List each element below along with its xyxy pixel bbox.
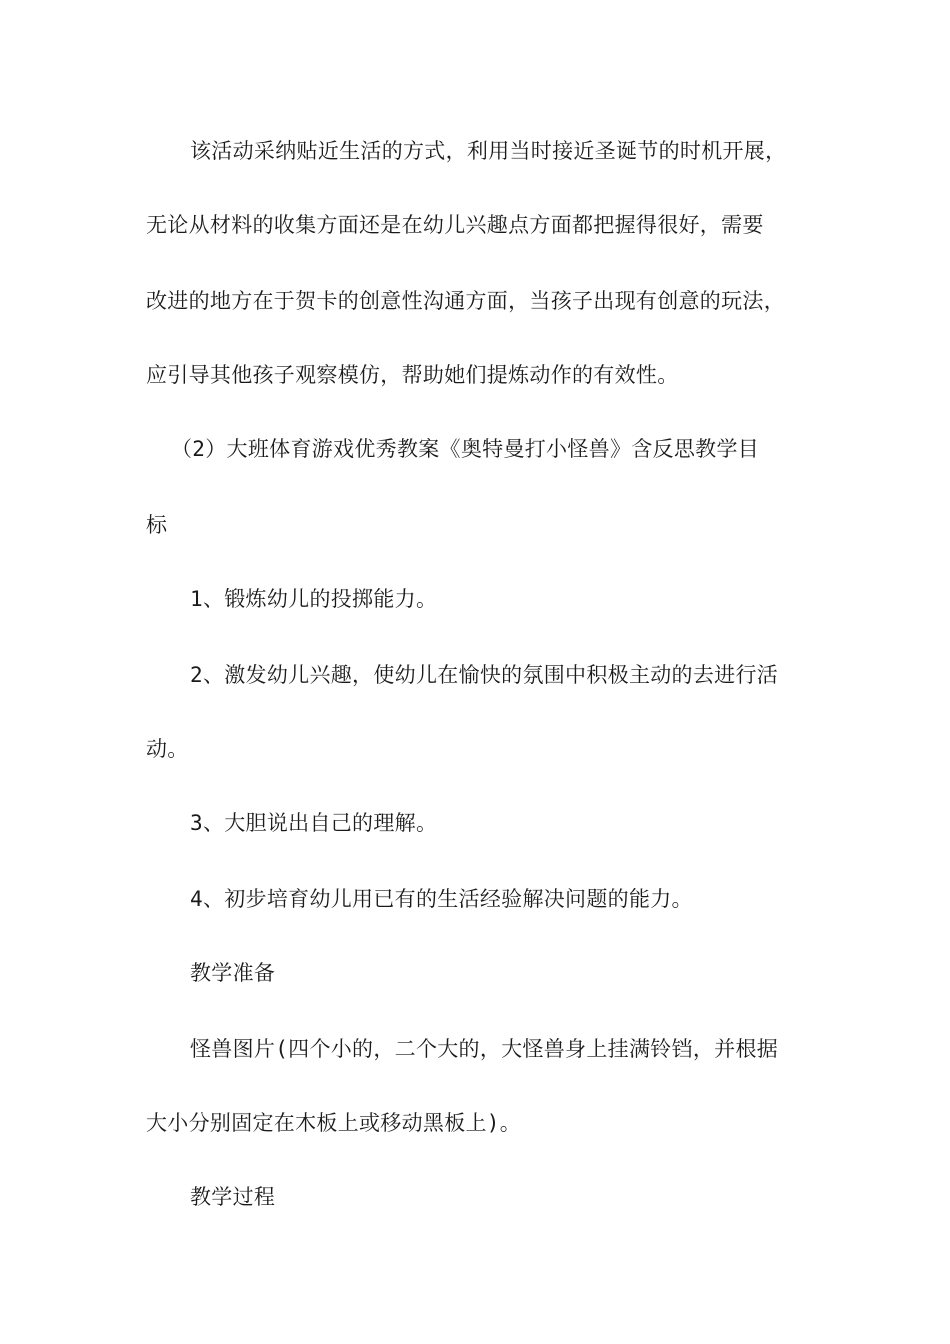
goal-item-1: 1、锻炼幼儿的投掷能力。 xyxy=(190,587,438,611)
prep-text-1: 怪兽图片(四个小的，二个大的，大怪兽身上挂满铃铛，并根据 xyxy=(190,1037,779,1061)
heading-teaching-process: 教学过程 xyxy=(190,1185,276,1209)
goal-item-2-cont: 动。 xyxy=(146,737,189,761)
section-heading-2: （2）大班体育游戏优秀教案《奥特曼打小怪兽》含反思教学目 xyxy=(171,437,760,461)
goal-item-2: 2、激发幼儿兴趣，使幼儿在愉快的氛围中积极主动的去进行活 xyxy=(190,663,779,687)
goal-item-3: 3、大胆说出自己的理解。 xyxy=(190,811,438,835)
text-line-4: 应引导其他孩子观察模仿，帮助她们提炼动作的有效性。 xyxy=(146,363,679,387)
heading-teaching-prep: 教学准备 xyxy=(190,961,276,985)
goal-item-4: 4、初步培育幼儿用已有的生活经验解决问题的能力。 xyxy=(190,887,693,911)
text-line-1: 该活动采纳贴近生活的方式，利用当时接近圣诞节的时机开展， xyxy=(190,139,787,163)
text-line-3: 改进的地方在于贺卡的创意性沟通方面，当孩子出现有创意的玩法， xyxy=(146,289,785,313)
text-line-2: 无论从材料的收集方面还是在幼儿兴趣点方面都把握得很好，需要 xyxy=(146,213,764,237)
prep-text-2: 大小分别固定在木板上或移动黑板上)。 xyxy=(146,1111,522,1135)
text-line-6: 标 xyxy=(146,513,168,537)
